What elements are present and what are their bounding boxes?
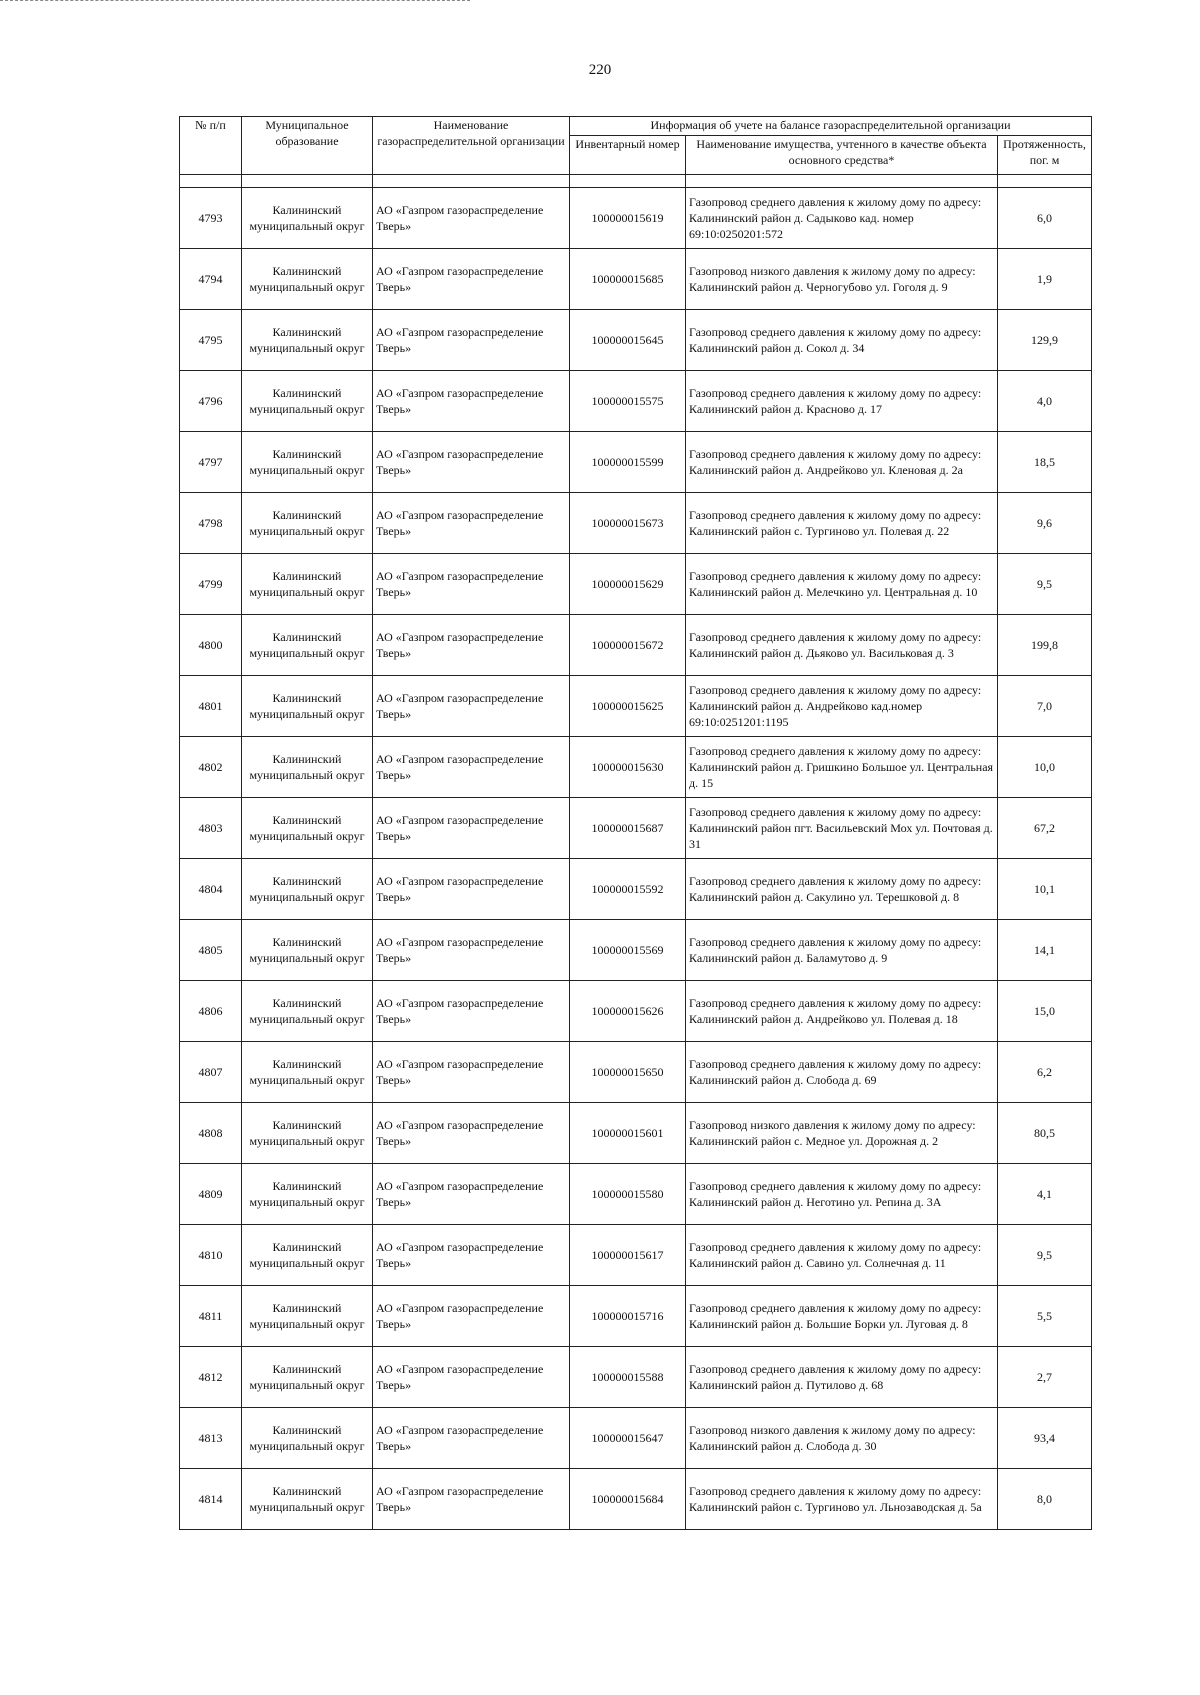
cell-inventory: 100000015575 bbox=[570, 371, 686, 432]
page-number: 220 bbox=[588, 62, 612, 78]
cell-municipality: Калининский муниципальный округ bbox=[242, 737, 373, 798]
cell-asset: Газопровод среднего давления к жилому дому по адресу: Калининский район д. Гришкино Большое ул. Центральная д. 15 bbox=[686, 737, 998, 798]
cell-inventory: 100000015630 bbox=[570, 737, 686, 798]
cell-length: 67,2 bbox=[998, 798, 1092, 859]
cell-organization: АО «Газпром газораспределение Тверь» bbox=[373, 920, 570, 981]
cell-inventory: 100000015716 bbox=[570, 1286, 686, 1347]
cell-asset: Газопровод среднего давления к жилому дому по адресу: Калининский район д. Сакулино ул. Терешковой д. 8 bbox=[686, 859, 998, 920]
registry-table bbox=[179, 116, 1092, 1530]
cell-inventory: 100000015672 bbox=[570, 615, 686, 676]
table-row bbox=[180, 310, 1092, 371]
cell-asset: Газопровод среднего давления к жилому дому по адресу: Калининский район д. Дьяково ул. Васильковая д. 3 bbox=[686, 615, 998, 676]
cell-municipality: Калининский муниципальный округ bbox=[242, 249, 373, 310]
cell-municipality: Калининский муниципальный округ bbox=[242, 676, 373, 737]
table-row bbox=[180, 676, 1092, 737]
table-row bbox=[180, 981, 1092, 1042]
table-body bbox=[180, 188, 1092, 1530]
cell-municipality: Калининский муниципальный округ bbox=[242, 188, 373, 249]
cell-length: 4,0 bbox=[998, 371, 1092, 432]
header-length: Протяженность, пог. м bbox=[998, 136, 1092, 175]
cell-length: 14,1 bbox=[998, 920, 1092, 981]
cell-organization: АО «Газпром газораспределение Тверь» bbox=[373, 493, 570, 554]
cell-length: 2,7 bbox=[998, 1347, 1092, 1408]
cell-organization: АО «Газпром газораспределение Тверь» bbox=[373, 798, 570, 859]
cell-municipality: Калининский муниципальный округ bbox=[242, 859, 373, 920]
cell-organization: АО «Газпром газораспределение Тверь» bbox=[373, 371, 570, 432]
cell-inventory: 100000015569 bbox=[570, 920, 686, 981]
cell-length: 93,4 bbox=[998, 1408, 1092, 1469]
cell-length: 5,5 bbox=[998, 1286, 1092, 1347]
cell-inventory: 100000015625 bbox=[570, 676, 686, 737]
cell-asset: Газопровод среднего давления к жилому дому по адресу: Калининский район с. Тургиново ул. Льнозаводская д. 5а bbox=[686, 1469, 998, 1530]
cell-inventory: 100000015599 bbox=[570, 432, 686, 493]
table-row bbox=[180, 1225, 1092, 1286]
cell-num: 4799 bbox=[180, 554, 242, 615]
cell-length: 4,1 bbox=[998, 1164, 1092, 1225]
table-row bbox=[180, 798, 1092, 859]
cell-num: 4795 bbox=[180, 310, 242, 371]
cell-organization: АО «Газпром газораспределение Тверь» bbox=[373, 1225, 570, 1286]
cell-municipality: Калининский муниципальный округ bbox=[242, 1042, 373, 1103]
cell-municipality: Калининский муниципальный округ bbox=[242, 1347, 373, 1408]
cell-municipality: Калининский муниципальный округ bbox=[242, 920, 373, 981]
cell-municipality: Калининский муниципальный округ bbox=[242, 310, 373, 371]
cell-asset: Газопровод среднего давления к жилому дому по адресу: Калининский район д. Неготино ул. Репина д. 3А bbox=[686, 1164, 998, 1225]
cell-asset: Газопровод среднего давления к жилому дому по адресу: Калининский район д. Мелечкино ул. Центральная д. 10 bbox=[686, 554, 998, 615]
cell-asset: Газопровод среднего давления к жилому дому по адресу: Калининский район д. Большие Борки ул. Луговая д. 8 bbox=[686, 1286, 998, 1347]
cell-num: 4808 bbox=[180, 1103, 242, 1164]
cell-asset: Газопровод среднего давления к жилому дому по адресу: Калининский район д. Андрейково кад.номер 69:10:0251201:1195 bbox=[686, 676, 998, 737]
cell-organization: АО «Газпром газораспределение Тверь» bbox=[373, 188, 570, 249]
cell-organization: АО «Газпром газораспределение Тверь» bbox=[373, 1103, 570, 1164]
cell-municipality: Калининский муниципальный округ bbox=[242, 1469, 373, 1530]
cell-inventory: 100000015685 bbox=[570, 249, 686, 310]
cell-organization: АО «Газпром газораспределение Тверь» bbox=[373, 676, 570, 737]
table-row bbox=[180, 371, 1092, 432]
cell-municipality: Калининский муниципальный округ bbox=[242, 554, 373, 615]
cell-num: 4810 bbox=[180, 1225, 242, 1286]
header-asset: Наименование имущества, учтенного в качестве объекта основного средства* bbox=[686, 136, 998, 175]
cell-num: 4796 bbox=[180, 371, 242, 432]
cell-length: 199,8 bbox=[998, 615, 1092, 676]
cell-asset: Газопровод среднего давления к жилому дому по адресу: Калининский район д. Баламутово д. 9 bbox=[686, 920, 998, 981]
cell-num: 4800 bbox=[180, 615, 242, 676]
cell-length: 6,0 bbox=[998, 188, 1092, 249]
cell-organization: АО «Газпром газораспределение Тверь» bbox=[373, 1408, 570, 1469]
cell-organization: АО «Газпром газораспределение Тверь» bbox=[373, 859, 570, 920]
cell-length: 1,9 bbox=[998, 249, 1092, 310]
cell-length: 18,5 bbox=[998, 432, 1092, 493]
cell-municipality: Калининский муниципальный округ bbox=[242, 1225, 373, 1286]
cell-inventory: 100000015619 bbox=[570, 188, 686, 249]
scan-edge-line bbox=[0, 0, 470, 1]
header-inventory: Инвентарный номер bbox=[570, 136, 686, 175]
table-row bbox=[180, 188, 1092, 249]
cell-length: 9,5 bbox=[998, 554, 1092, 615]
cell-municipality: Калининский муниципальный округ bbox=[242, 1286, 373, 1347]
cell-length: 80,5 bbox=[998, 1103, 1092, 1164]
table-row bbox=[180, 1408, 1092, 1469]
cell-num: 4801 bbox=[180, 676, 242, 737]
cell-length: 15,0 bbox=[998, 981, 1092, 1042]
cell-inventory: 100000015580 bbox=[570, 1164, 686, 1225]
table-header bbox=[180, 117, 1092, 188]
cell-organization: АО «Газпром газораспределение Тверь» bbox=[373, 310, 570, 371]
cell-length: 10,1 bbox=[998, 859, 1092, 920]
cell-length: 9,5 bbox=[998, 1225, 1092, 1286]
cell-num: 4805 bbox=[180, 920, 242, 981]
cell-num: 4813 bbox=[180, 1408, 242, 1469]
cell-municipality: Калининский муниципальный округ bbox=[242, 1408, 373, 1469]
cell-asset: Газопровод низкого давления к жилому дому по адресу: Калининский район с. Медное ул. Дорожная д. 2 bbox=[686, 1103, 998, 1164]
cell-asset: Газопровод среднего давления к жилому дому по адресу: Калининский район д. Андрейково ул. Полевая д. 18 bbox=[686, 981, 998, 1042]
cell-organization: АО «Газпром газораспределение Тверь» bbox=[373, 554, 570, 615]
table-row bbox=[180, 1469, 1092, 1530]
table-row bbox=[180, 1103, 1092, 1164]
cell-num: 4804 bbox=[180, 859, 242, 920]
cell-num: 4814 bbox=[180, 1469, 242, 1530]
cell-organization: АО «Газпром газораспределение Тверь» bbox=[373, 1164, 570, 1225]
table-row bbox=[180, 493, 1092, 554]
cell-num: 4803 bbox=[180, 798, 242, 859]
table-row bbox=[180, 859, 1092, 920]
cell-organization: АО «Газпром газораспределение Тверь» bbox=[373, 432, 570, 493]
cell-asset: Газопровод среднего давления к жилому дому по адресу: Калининский район д. Андрейково ул. Кленовая д. 2а bbox=[686, 432, 998, 493]
cell-asset: Газопровод среднего давления к жилому дому по адресу: Калининский район пгт. Васильевский Мох ул. Почтовая д. 31 bbox=[686, 798, 998, 859]
table-row bbox=[180, 1164, 1092, 1225]
cell-municipality: Калининский муниципальный округ bbox=[242, 371, 373, 432]
cell-inventory: 100000015617 bbox=[570, 1225, 686, 1286]
table-row bbox=[180, 1347, 1092, 1408]
cell-inventory: 100000015626 bbox=[570, 981, 686, 1042]
cell-organization: АО «Газпром газораспределение Тверь» bbox=[373, 615, 570, 676]
cell-municipality: Калининский муниципальный округ bbox=[242, 798, 373, 859]
header-balance-info: Информация об учете на балансе газораспределительной организации bbox=[570, 117, 1092, 136]
cell-num: 4812 bbox=[180, 1347, 242, 1408]
cell-length: 10,0 bbox=[998, 737, 1092, 798]
table-row bbox=[180, 737, 1092, 798]
cell-asset: Газопровод низкого давления к жилому дому по адресу: Калининский район д. Слобода д. 30 bbox=[686, 1408, 998, 1469]
table-row bbox=[180, 615, 1092, 676]
cell-asset: Газопровод низкого давления к жилому дому по адресу: Калининский район д. Черногубово ул. Гоголя д. 9 bbox=[686, 249, 998, 310]
cell-organization: АО «Газпром газораспределение Тверь» bbox=[373, 249, 570, 310]
table-row bbox=[180, 249, 1092, 310]
cell-asset: Газопровод среднего давления к жилому дому по адресу: Калининский район д. Савино ул. Солнечная д. 11 bbox=[686, 1225, 998, 1286]
cell-inventory: 100000015687 bbox=[570, 798, 686, 859]
cell-organization: АО «Газпром газораспределение Тверь» bbox=[373, 1347, 570, 1408]
cell-length: 6,2 bbox=[998, 1042, 1092, 1103]
cell-organization: АО «Газпром газораспределение Тверь» bbox=[373, 1042, 570, 1103]
table-row bbox=[180, 1042, 1092, 1103]
cell-length: 9,6 bbox=[998, 493, 1092, 554]
cell-organization: АО «Газпром газораспределение Тверь» bbox=[373, 1286, 570, 1347]
cell-length: 7,0 bbox=[998, 676, 1092, 737]
header-organization: Наименование газораспределительной организации bbox=[373, 117, 570, 175]
cell-asset: Газопровод среднего давления к жилому дому по адресу: Калининский район д. Садыково кад. номер 69:10:0250201:572 bbox=[686, 188, 998, 249]
cell-num: 4802 bbox=[180, 737, 242, 798]
cell-num: 4797 bbox=[180, 432, 242, 493]
cell-num: 4809 bbox=[180, 1164, 242, 1225]
cell-asset: Газопровод среднего давления к жилому дому по адресу: Калининский район д. Красново д. 17 bbox=[686, 371, 998, 432]
cell-length: 129,9 bbox=[998, 310, 1092, 371]
cell-municipality: Калининский муниципальный округ bbox=[242, 1103, 373, 1164]
header-num: № п/п bbox=[180, 117, 242, 175]
cell-inventory: 100000015673 bbox=[570, 493, 686, 554]
header-spacer-row bbox=[180, 175, 1092, 188]
cell-num: 4806 bbox=[180, 981, 242, 1042]
cell-municipality: Калининский муниципальный округ bbox=[242, 1164, 373, 1225]
cell-municipality: Калининский муниципальный округ bbox=[242, 432, 373, 493]
cell-inventory: 100000015588 bbox=[570, 1347, 686, 1408]
table-row bbox=[180, 432, 1092, 493]
cell-organization: АО «Газпром газораспределение Тверь» bbox=[373, 737, 570, 798]
cell-inventory: 100000015629 bbox=[570, 554, 686, 615]
cell-inventory: 100000015650 bbox=[570, 1042, 686, 1103]
cell-municipality: Калининский муниципальный округ bbox=[242, 615, 373, 676]
cell-inventory: 100000015647 bbox=[570, 1408, 686, 1469]
cell-organization: АО «Газпром газораспределение Тверь» bbox=[373, 981, 570, 1042]
table-row bbox=[180, 920, 1092, 981]
cell-num: 4811 bbox=[180, 1286, 242, 1347]
cell-municipality: Калининский муниципальный округ bbox=[242, 493, 373, 554]
cell-inventory: 100000015645 bbox=[570, 310, 686, 371]
cell-organization: АО «Газпром газораспределение Тверь» bbox=[373, 1469, 570, 1530]
cell-asset: Газопровод среднего давления к жилому дому по адресу: Калининский район д. Путилово д. 68 bbox=[686, 1347, 998, 1408]
cell-length: 8,0 bbox=[998, 1469, 1092, 1530]
cell-inventory: 100000015592 bbox=[570, 859, 686, 920]
cell-asset: Газопровод среднего давления к жилому дому по адресу: Калининский район д. Сокол д. 34 bbox=[686, 310, 998, 371]
cell-asset: Газопровод среднего давления к жилому дому по адресу: Калининский район д. Слобода д. 69 bbox=[686, 1042, 998, 1103]
cell-asset: Газопровод среднего давления к жилому дому по адресу: Калининский район с. Тургиново ул. Полевая д. 22 bbox=[686, 493, 998, 554]
cell-inventory: 100000015684 bbox=[570, 1469, 686, 1530]
cell-num: 4794 bbox=[180, 249, 242, 310]
header-municipality: Муниципальное образование bbox=[242, 117, 373, 175]
cell-num: 4798 bbox=[180, 493, 242, 554]
cell-inventory: 100000015601 bbox=[570, 1103, 686, 1164]
table-row bbox=[180, 1286, 1092, 1347]
cell-num: 4807 bbox=[180, 1042, 242, 1103]
cell-municipality: Калининский муниципальный округ bbox=[242, 981, 373, 1042]
table-row bbox=[180, 554, 1092, 615]
cell-num: 4793 bbox=[180, 188, 242, 249]
